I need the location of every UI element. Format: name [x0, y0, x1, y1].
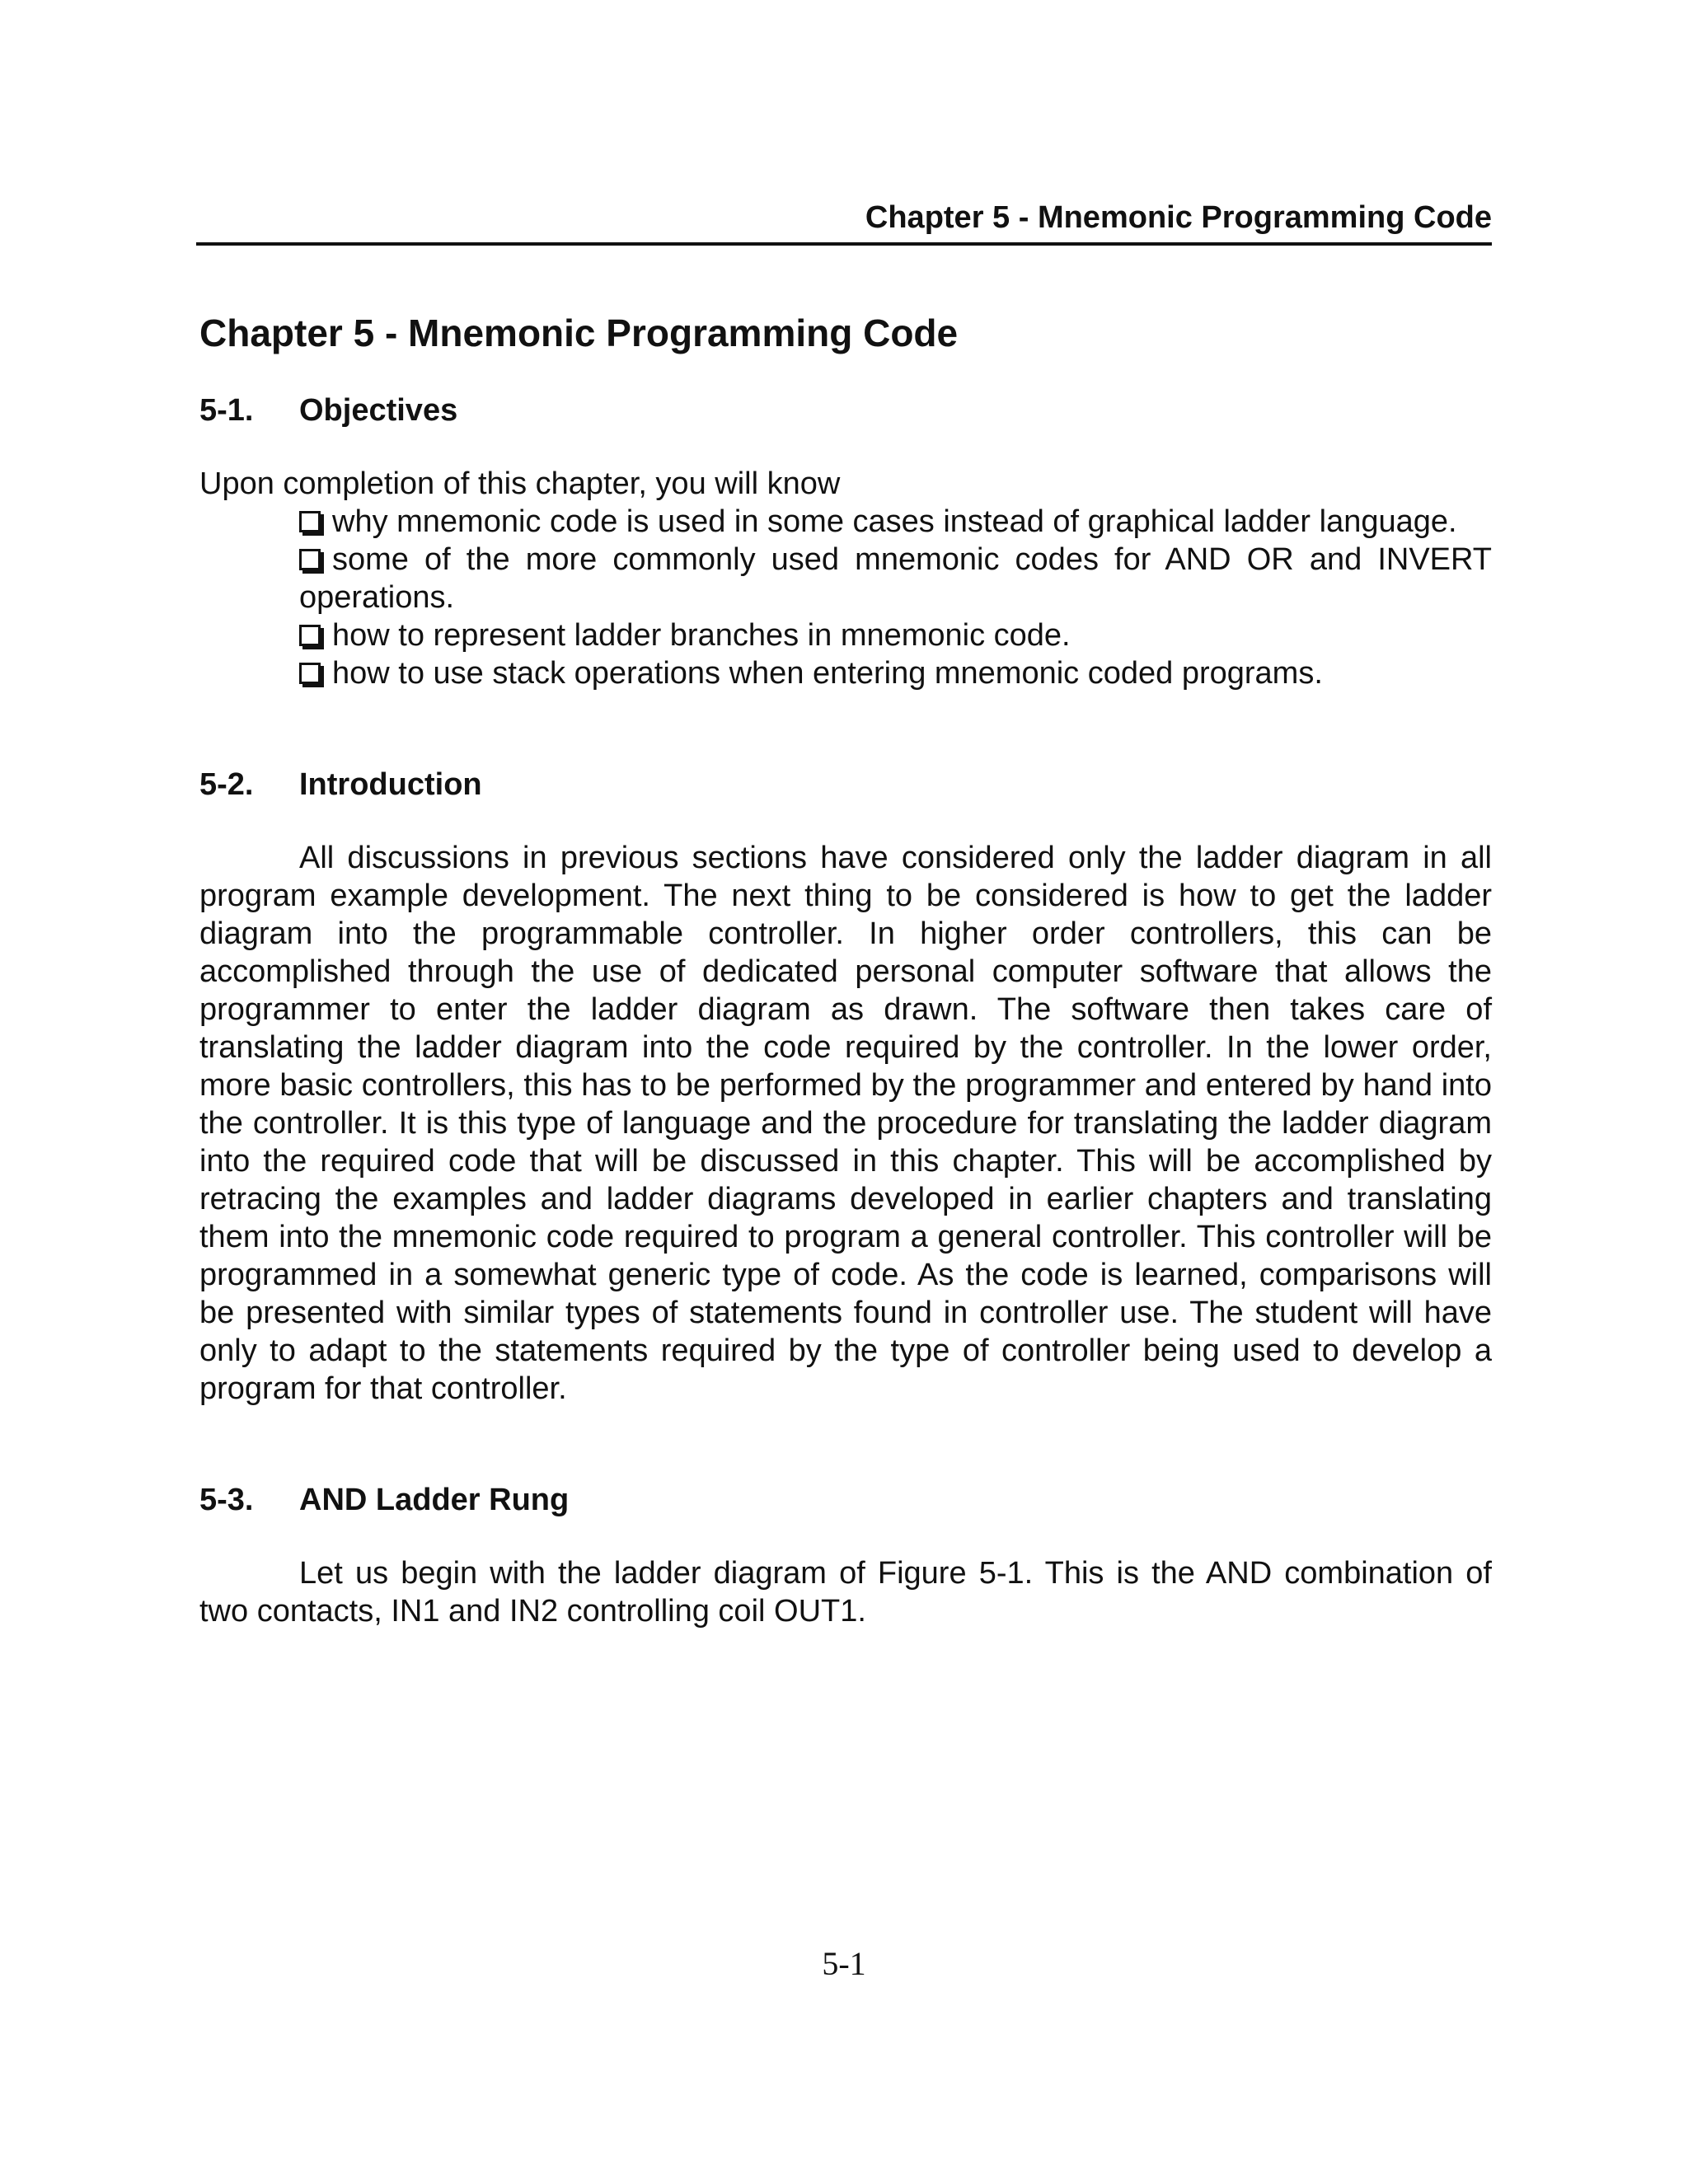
- objectives-list: [199, 503, 1492, 692]
- section-title: AND Ladder Rung: [299, 1483, 570, 1517]
- section-number: 5-3.: [199, 1483, 254, 1517]
- list-item: [299, 616, 1492, 654]
- section-title: Objectives: [299, 393, 458, 428]
- page-content: [199, 308, 1492, 1630]
- checkbox-bullet-icon: [299, 625, 321, 646]
- section-number: 5-1.: [199, 393, 254, 428]
- section-number: 5-2.: [199, 767, 254, 802]
- list-item: [299, 541, 1492, 616]
- list-item-text: some of the more commonly used mnemonic codes for AND OR and INVERT operations.: [299, 542, 1492, 615]
- checkbox-bullet-icon: [299, 549, 321, 570]
- page-number: 5-1: [822, 1945, 866, 1982]
- section-objectives: [199, 391, 1492, 692]
- section-heading: [199, 391, 1492, 430]
- list-item-text: how to represent ladder branches in mnemonic code.: [332, 618, 1071, 653]
- and-rung-paragraph: Let us begin with the ladder diagram of Figure 5-1. This is the AND combination of two contacts, IN1 and IN2 controlling coil OUT1.: [199, 1556, 1492, 1629]
- section-and-ladder-rung: [199, 1480, 1492, 1630]
- checkbox-bullet-icon: [299, 511, 321, 532]
- chapter-title: Chapter 5 - Mnemonic Programming Code: [199, 312, 959, 354]
- running-header: Chapter 5 - Mnemonic Programming Code: [196, 198, 1492, 246]
- introduction-paragraph: All discussions in previous sections have considered only the ladder diagram in all program example development. The next thing to be considered is how to get the ladder diagram into the programmable controller. In higher order controllers, this can be accomplished through the use of dedicated personal computer software that allows the programmer to enter the ladder diagram as drawn. The software then takes care of translating the ladder diagram into the code required by the controller. In the lower order, more basic controllers, this has to be performed by the programmer and entered by hand into the controller. It is this type of language and the procedure for translating the ladder diagram into the required code that will be discussed in this chapter. This will be accomplished by retracing the examples and ladder diagrams developed in earlier chapters and translating them into the mnemonic code required to program a general controller. This controller will be programmed in a somewhat generic type of code. As the code is learned, comparisons will be presented with similar types of statements found in controller use. The student will have only to adapt to the statements required by the type of controller being used to develop a program for that controller.: [199, 841, 1492, 1406]
- checkbox-bullet-icon: [299, 663, 321, 684]
- section-introduction: [199, 765, 1492, 1408]
- section-heading: [199, 1480, 1492, 1520]
- section-heading: [199, 765, 1492, 804]
- list-item: [299, 654, 1492, 692]
- section-title: Introduction: [299, 767, 482, 802]
- list-item-text: how to use stack operations when entering mnemonic coded programs.: [332, 656, 1323, 691]
- objectives-intro: Upon completion of this chapter, you will know: [199, 466, 841, 501]
- list-item: [299, 503, 1492, 541]
- list-item-text: why mnemonic code is used in some cases instead of graphical ladder language.: [332, 504, 1457, 539]
